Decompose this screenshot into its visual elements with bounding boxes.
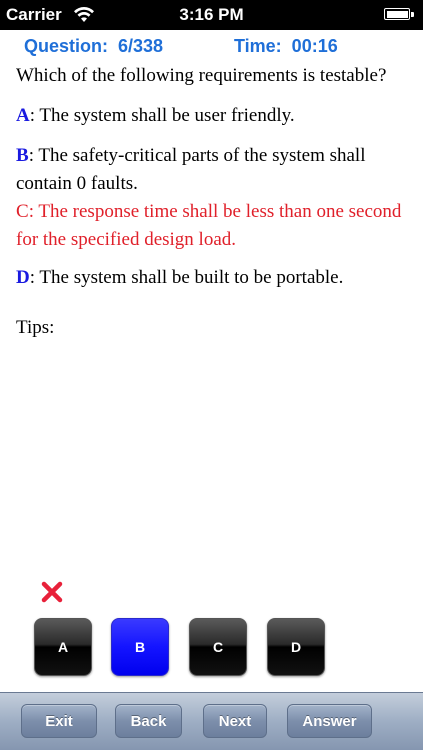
cross-icon — [40, 580, 64, 604]
option-letter: C — [16, 201, 29, 222]
option-letter: D — [16, 267, 30, 288]
option-separator: : — [29, 105, 40, 126]
question-counter: Question: 6/338 — [24, 36, 164, 56]
carrier-label: Carrier — [6, 5, 62, 24]
option-b — [16, 142, 411, 198]
option-separator: : — [28, 201, 39, 222]
timer: Time: 00:16 — [234, 36, 338, 56]
option-c — [16, 198, 411, 254]
answer-button-b[interactable]: B — [111, 618, 169, 676]
answer-button-c[interactable]: C — [189, 618, 247, 676]
option-separator: : — [28, 145, 39, 166]
option-text: The system shall be user friendly. — [39, 105, 295, 126]
answer-button-d[interactable]: D — [267, 618, 325, 676]
exit-button[interactable]: Exit — [21, 704, 97, 738]
option-text: The response time shall be less than one second for the specified design load. — [16, 201, 402, 250]
option-letter: A — [16, 105, 30, 126]
back-button[interactable]: Back — [115, 704, 182, 738]
option-text: The system shall be built to be portable. — [39, 267, 344, 288]
bottom-toolbar — [0, 692, 423, 750]
status-time: 3:16 PM — [179, 5, 244, 24]
question-text: Which of the following requirements is testable? — [16, 65, 387, 86]
option-separator: : — [29, 267, 40, 288]
next-button[interactable]: Next — [203, 704, 267, 738]
option-letter: B — [16, 145, 29, 166]
question-area — [16, 62, 411, 342]
tips-label: Tips: — [16, 317, 55, 338]
answer-button-a[interactable]: A — [34, 618, 92, 676]
status-bar — [0, 0, 423, 30]
answer-button[interactable]: Answer — [287, 704, 372, 738]
quiz-header — [0, 36, 423, 60]
option-a — [16, 102, 411, 130]
option-d — [16, 264, 411, 292]
battery-icon — [384, 8, 410, 20]
option-text: The safety-critical parts of the system shall contain 0 faults. — [16, 145, 366, 194]
battery-tip — [411, 12, 414, 17]
